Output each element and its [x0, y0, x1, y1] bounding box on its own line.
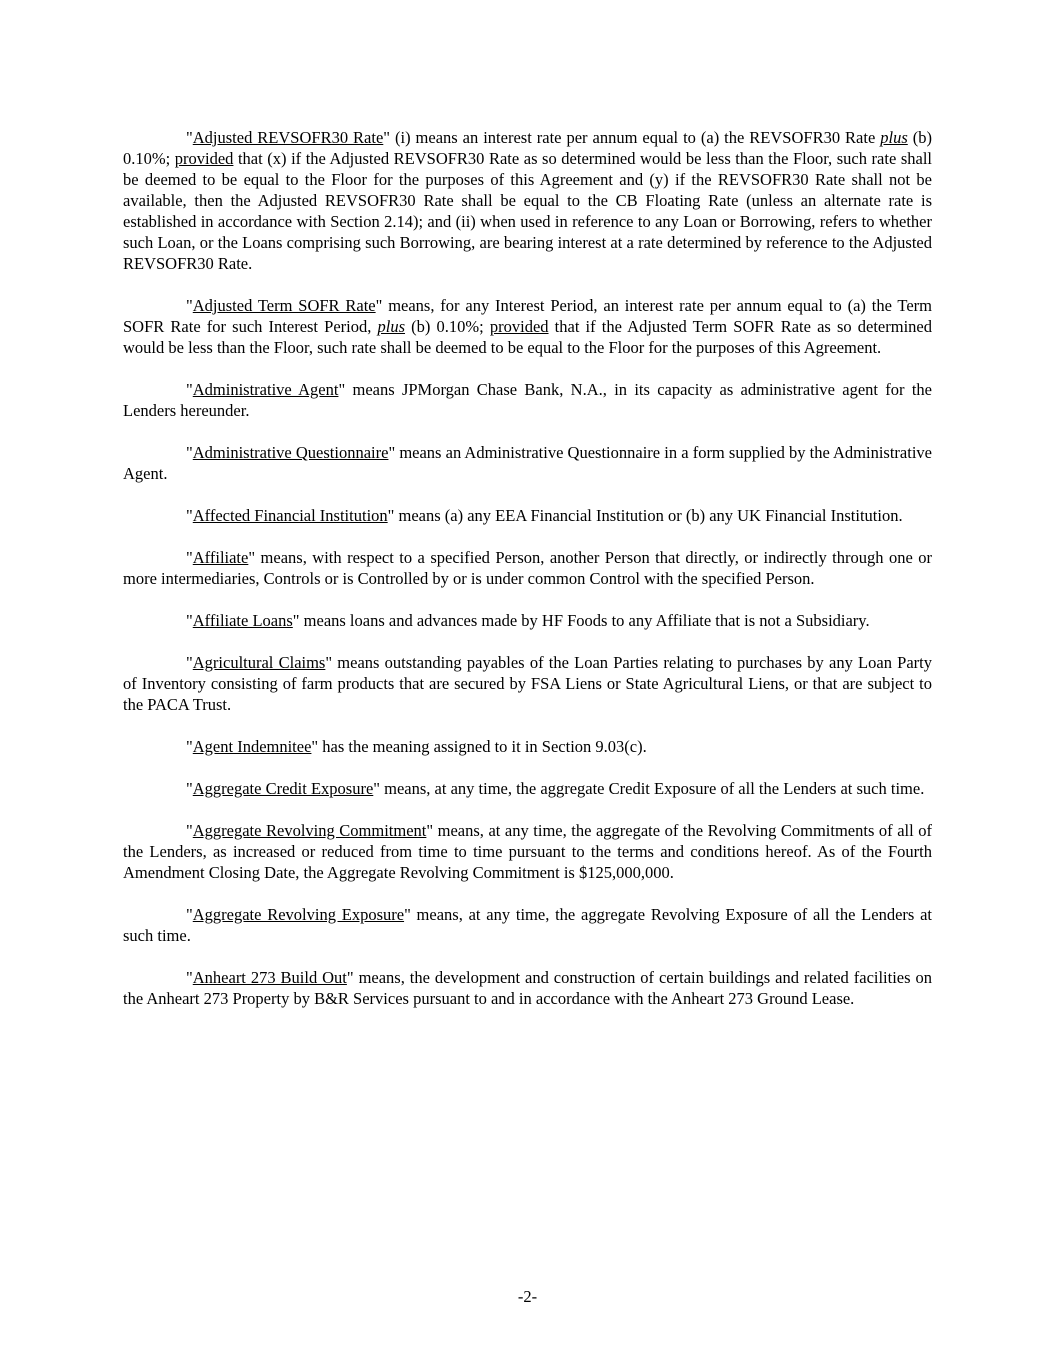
text-segment: " [186, 779, 193, 798]
paragraph [123, 652, 932, 715]
text-segment: " means, at any time, the aggregate Credit Exposure of all the Lenders at such time. [373, 779, 925, 798]
defined-term: Aggregate Revolving Exposure [192, 905, 405, 924]
text-segment: " [186, 737, 193, 756]
text-segment: " [186, 968, 193, 987]
text-segment: " [186, 821, 193, 840]
defined-term: Adjusted Term SOFR Rate [192, 296, 376, 315]
text-segment: provided [174, 149, 234, 168]
paragraph [123, 295, 932, 358]
text-segment: " [186, 548, 193, 567]
text-segment: " [186, 506, 193, 525]
defined-term: Affiliate Loans [192, 611, 293, 630]
defined-term: Adjusted REVSOFR30 Rate [192, 128, 384, 147]
text-segment: " [186, 443, 193, 462]
defined-term: Affected Financial Institution [192, 506, 388, 525]
paragraph [123, 904, 932, 946]
paragraph [123, 610, 932, 631]
text-segment: " [186, 905, 193, 924]
paragraph [123, 820, 932, 883]
text-segment: " [186, 128, 193, 147]
text-segment: " means, at any time, the aggregate Revolving Exposure of all the Lenders at such time. [123, 905, 932, 945]
defined-term: Aggregate Revolving Commitment [192, 821, 427, 840]
text-segment: " (i) means an interest rate per annum equal to (a) the REVSOFR30 Rate [383, 128, 881, 147]
paragraph [123, 778, 932, 799]
paragraph [123, 547, 932, 589]
defined-term: Anheart 273 Build Out [192, 968, 347, 987]
text-segment: " means, at any time, the aggregate of the Revolving Commitments of all of the Lenders, as increased or reduced from time to time pursuant to the terms and conditions hereof. As of the Fourth Amendment Closing Date, the Aggregate Revolving Commitment is $125,000,000. [123, 821, 932, 882]
text-segment: " means (a) any EEA Financial Institution or (b) any UK Financial Institution. [387, 506, 903, 525]
text-segment: " [186, 611, 193, 630]
paragraph [123, 505, 932, 526]
text-segment: " means loans and advances made by HF Foods to any Affiliate that is not a Subsidiary. [292, 611, 870, 630]
definitions-body [123, 127, 932, 1009]
text-segment: " [186, 296, 193, 315]
text-segment: " has the meaning assigned to it in Section 9.03(c). [311, 737, 647, 756]
defined-term: Administrative Agent [192, 380, 339, 399]
defined-term: Affiliate [192, 548, 249, 567]
text-segment: " [186, 653, 193, 672]
paragraph [123, 967, 932, 1009]
text-segment: " means, with respect to a specified Person, another Person that directly, or indirectly through one or more intermediaries, Controls or is Controlled by or is under common Control with the specified Person. [123, 548, 932, 588]
text-segment: plus [880, 128, 908, 147]
text-segment: provided [489, 317, 549, 336]
text-segment: " means, the development and construction of certain buildings and related facilities on the Anheart 273 Property by B&R Services pursuant to and in accordance with the Anheart 273 Ground Lease. [123, 968, 932, 1008]
text-segment: (b) 0.10%; [123, 128, 932, 168]
text-segment: that if the Adjusted Term SOFR Rate as so determined would be less than the Floor, such rate shall be deemed to be equal to the Floor for the purposes of this Agreement. [123, 317, 932, 357]
paragraph [123, 127, 932, 274]
text-segment: " means outstanding payables of the Loan Parties relating to purchases by any Loan Party of Inventory consisting of farm products that are secured by FSA Liens or State Agricultural Liens, or that are subject to the PACA Trust. [123, 653, 932, 714]
text-segment: " means, for any Interest Period, an interest rate per annum equal to (a) the Term SOFR Rate for such Interest Period, [123, 296, 932, 336]
text-segment: (b) 0.10%; [405, 317, 490, 336]
text-segment: plus [377, 317, 406, 336]
text-segment: " means an Administrative Questionnaire in a form supplied by the Administrative Agent. [123, 443, 932, 483]
text-segment: " [186, 380, 193, 399]
defined-term: Aggregate Credit Exposure [192, 779, 374, 798]
defined-term: Agent Indemnitee [192, 737, 312, 756]
text-segment: that (x) if the Adjusted REVSOFR30 Rate as so determined would be less than the Floor, such rate shall be deemed to be equal to the Floor for the purposes of this Agreement and (y) if the REVSOFR30 Rate shall not be available, then the Adjusted REVSOFR30 Rate shall be equal to the CB Floating Rate (unless an alternate rate is established in accordance with Section 2.14); and (ii) when used in reference to any Loan or Borrowing, refers to whether such Loan, or the Loans comprising such Borrowing, are bearing interest at a rate determined by reference to the Adjusted REVSOFR30 Rate. [123, 149, 932, 273]
text-segment: " means JPMorgan Chase Bank, N.A., in its capacity as administrative agent for the Lenders hereunder. [123, 380, 932, 420]
paragraph [123, 736, 932, 757]
page-number: -2- [517, 1287, 538, 1306]
paragraph [123, 379, 932, 421]
defined-term: Administrative Questionnaire [192, 443, 389, 462]
paragraph [123, 442, 932, 484]
defined-term: Agricultural Claims [192, 653, 326, 672]
